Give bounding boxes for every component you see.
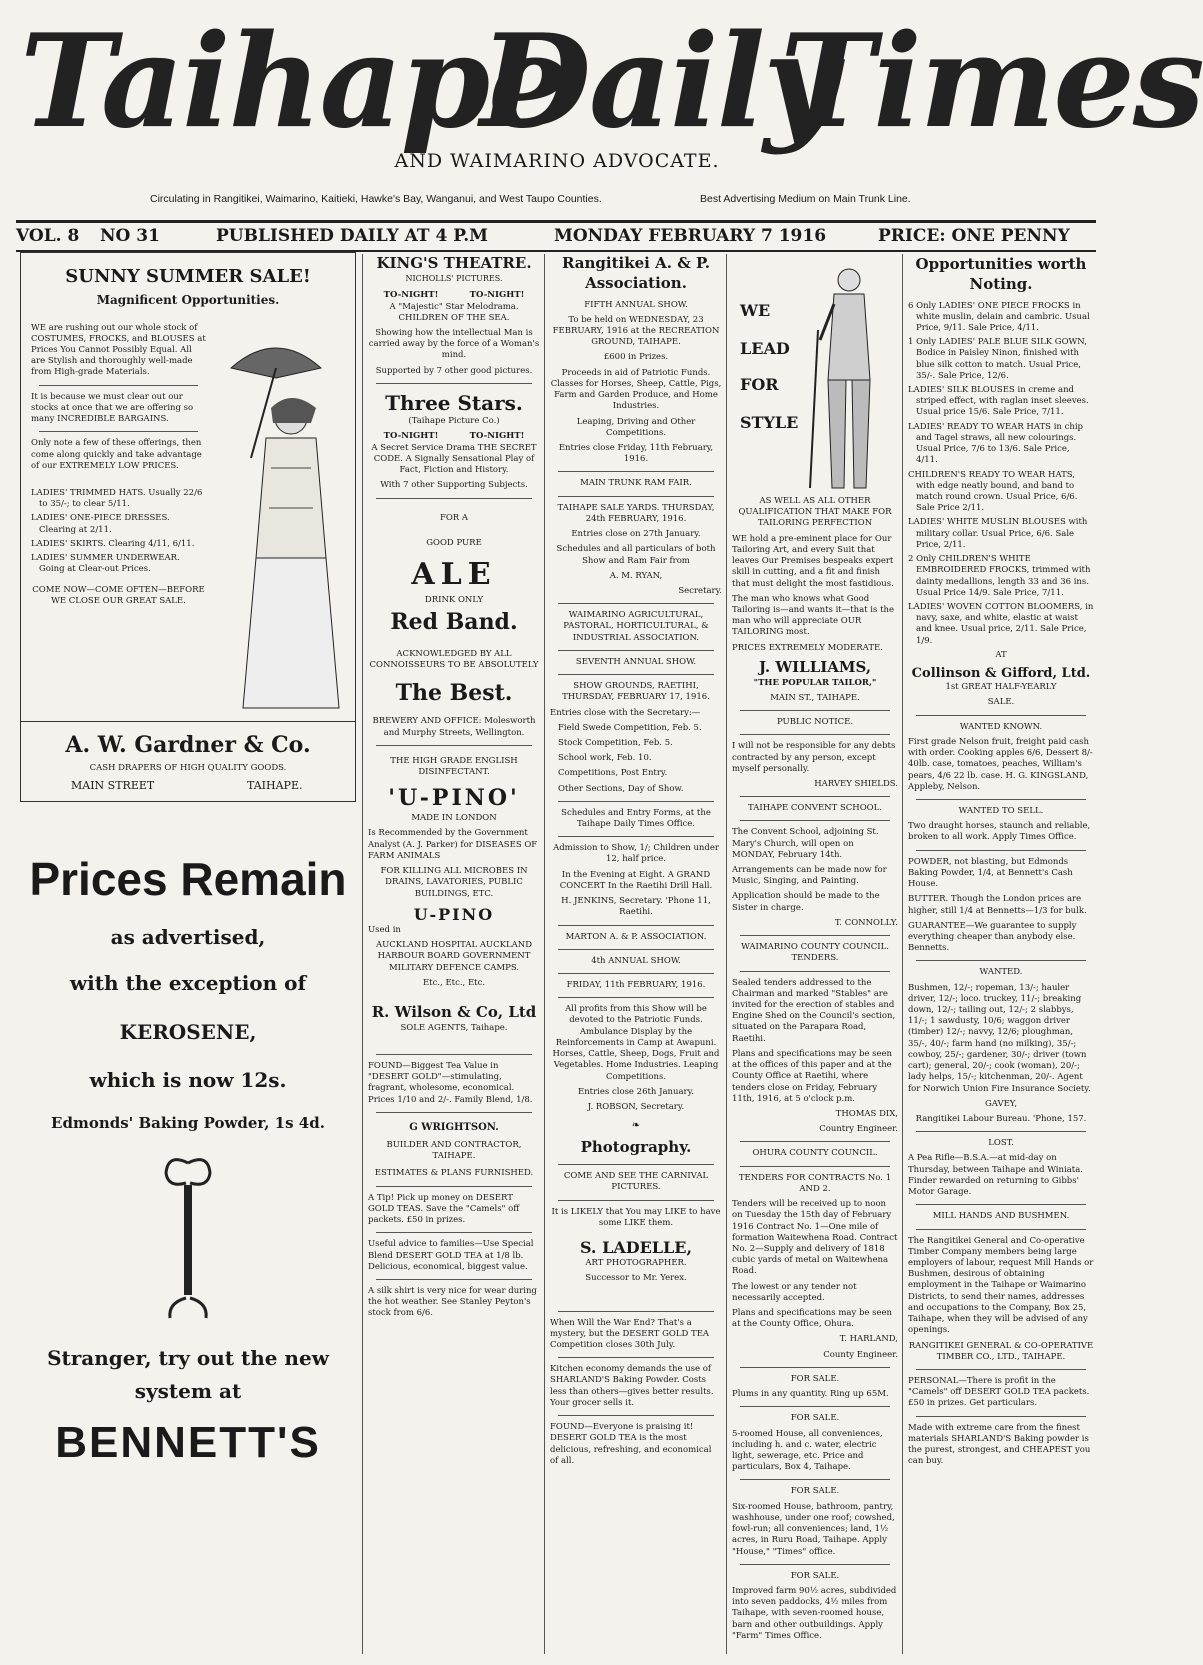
for-sale-house-6: Six-roomed House, bathroom, pantry, washhouse, under one roof; cowshed, fowl-run; all conveniences; land, 1½ acres, in Ruru Road, Taihape. Apply "House," "Times" office. bbox=[732, 1501, 895, 1557]
gardner-sale-ad bbox=[20, 252, 356, 802]
brewery-address: BREWERY AND OFFICE: Molesworth and Murphy Streets, Wellington. bbox=[372, 716, 536, 738]
waimarino-schedules: Schedules and Entry Forms, at the Taihape Daily Times Office. bbox=[561, 807, 711, 830]
wanted-heading: WANTED. bbox=[979, 967, 1023, 978]
williams-lead: LEAD bbox=[740, 339, 790, 358]
sale-para: Only note a few of these offerings, then come along quickly and take advantage of our EXTREMELY LOW PRICES. bbox=[31, 438, 202, 471]
for-sale-farm: Improved farm 90½ acres, subdivided into seven paddocks, 4½ miles from Taihape, with seven-roomed house, barn and other outbuildings. Apply "Farm" Times Office. bbox=[732, 1585, 897, 1641]
circulation-line: Circulating in Rangitikei, Waimarino, Kaitieki, Hawke's Bay, Wanganui, and West Taupo Counties. bbox=[150, 193, 602, 205]
waimarino-seventh: SEVENTH ANNUAL SHOW. bbox=[575, 656, 697, 667]
upino-auckland: AUCKLAND HOSPITAL AUCKLAND HARBOUR BOARD GOVERNMENT MILITARY DEFENCE CAMPS. bbox=[375, 940, 533, 973]
column-4 bbox=[732, 252, 898, 1646]
masthead-word-taihape: Taihape bbox=[20, 7, 568, 157]
williams-style: STYLE bbox=[740, 413, 799, 432]
red-band-heading: Red Band. bbox=[390, 608, 518, 635]
photography-carnival: COME AND SEE THE CARNIVAL PICTURES. bbox=[563, 1171, 709, 1193]
convent-application: Application should be made to the Sister in charge. bbox=[732, 891, 880, 913]
collinson-heading: Collinson & Gifford, Ltd. bbox=[911, 666, 1091, 682]
marton-entries: Entries close 26th January. bbox=[578, 1086, 694, 1097]
ale-drink-only: DRINK ONLY bbox=[424, 594, 484, 605]
waimarino-stock: Stock Competition, Feb. 5. bbox=[558, 737, 673, 748]
edmonds-line: Edmonds' Baking Powder, 1s 4d. bbox=[51, 1113, 325, 1132]
sharland-kitchen: Kitchen economy demands the use of SHARLAND'S Baking Powder. Costs less than others—gives better results. Your grocer sells it. bbox=[550, 1364, 714, 1408]
ram-fair-ryan: A. M. RYAN, bbox=[609, 570, 663, 581]
column-rule bbox=[902, 254, 903, 1654]
bennetts-line: with the exception of bbox=[69, 971, 307, 996]
kings-supported: Supported by 7 other good pictures. bbox=[375, 365, 533, 376]
nicholls-pictures: NICHOLLS' PICTURES. bbox=[405, 273, 503, 283]
desert-gold-tip: A Tip! Pick up money on DESERT GOLD TEAS. Save the "Camels" off packets. £50 in prizes. bbox=[368, 1192, 520, 1226]
convent-connolly: T. CONNOLLY. bbox=[834, 917, 898, 928]
waimarino-admission: Admission to Show, 1/; Children under 12, half price. bbox=[553, 843, 719, 865]
bennetts-ad bbox=[20, 852, 356, 1472]
sale-item: LADIES' ONE-PIECE DRESSES. Clearing at 2/11. bbox=[31, 513, 170, 535]
for-sale-house-5: 5-roomed House, all conveniences, including h. and c. water, electric light, sewerage, etc. Price and particulars, Box 4, Taihape. bbox=[732, 1428, 883, 1473]
bennetts-powder: POWDER, not blasting, but Edmonds Baking Powder, 1/4, at Bennett's Cash House. bbox=[908, 856, 1073, 890]
sale-para: WE are rushing out our whole stock of COSTUMES, FROCKS, and BLOUSES at Prices You Cannot Possibly Equal. All are Stylish and thoroughly well-made from High-grade Materials. bbox=[31, 322, 206, 378]
sale-subtitle: Magnificent Opportunities. bbox=[96, 292, 280, 307]
opportunity-item: LADIES' READY TO WEAR HATS in chip and Tagel straws, all new colourings. Usual Price, 7/6 to 13/6. Sale Price, 4/11. bbox=[908, 421, 1083, 466]
tonight-label: TO-NIGHT! bbox=[383, 290, 439, 301]
convent-arrangements: Arrangements can be made now for Music, Singing, and Painting. bbox=[732, 865, 887, 887]
tonight-label: TO-NIGHT! bbox=[383, 431, 439, 442]
upino-etc: Etc., Etc., Etc. bbox=[422, 977, 486, 988]
sale-item: LADIES' SUMMER UNDERWEAR. Going at Clear-out Prices. bbox=[31, 553, 180, 575]
williams-popular: "THE POPULAR TAILOR," bbox=[753, 677, 877, 688]
lost-pea-rifle: A Pea Rifle—B.S.A.—at mid-day on Thursday, between Taihape and Winiata. Finder rewarded on returning to Gibbs' Motor Garage. bbox=[908, 1153, 1083, 1198]
ram-fair-yards: TAIHAPE SALE YARDS. THURSDAY, 24th FEBRUARY, 1916. bbox=[557, 502, 715, 524]
for-sale-heading: FOR SALE. bbox=[790, 1486, 840, 1497]
prices-remain-heading: Prices Remain bbox=[29, 853, 347, 905]
photography-likely: It is LIKELY that You may LIKE to have some LIKE them. bbox=[551, 1206, 721, 1228]
upino-intro: THE HIGH GRADE ENGLISH DISINFECTANT. bbox=[390, 755, 518, 777]
ram-fair-entries: Entries close on 27th January. bbox=[571, 529, 701, 540]
public-notice-heading: PUBLIC NOTICE. bbox=[776, 717, 854, 728]
dateline-rule-top bbox=[16, 220, 1096, 223]
rangitikei-fifth: FIFTH ANNUAL SHOW. bbox=[584, 299, 688, 310]
waimarino-council-plans: Plans and specifications may be seen at the offices of this paper and at the County Office at Raetihi, where tenders close on Friday, February 11th, 1916, at 5 o'clock p.m. bbox=[732, 1048, 893, 1104]
the-best-heading: The Best. bbox=[395, 680, 513, 707]
masthead-subtitle: AND WAIMARINO ADVOCATE. bbox=[394, 150, 720, 172]
for-sale-heading: FOR SALE. bbox=[790, 1570, 840, 1581]
masthead-word-daily: Daily bbox=[480, 7, 836, 157]
rangitikei-held: To be held on WEDNESDAY, 23 FEBRUARY, 1916 at the RECREATION GROUND, TAIHAPE. bbox=[552, 314, 720, 348]
collinson-half-yearly: 1st GREAT HALF-YEARLY bbox=[945, 682, 1057, 693]
rangitikei-entries: Entries close Friday, 11th February, 1916. bbox=[558, 443, 714, 465]
ram-fair-heading: MAIN TRUNK RAM FAIR. bbox=[580, 478, 692, 489]
rangitikei-prizes: £600 in Prizes. bbox=[603, 352, 669, 363]
waimarino-other: Other Sections, Day of Show. bbox=[558, 783, 684, 794]
williams-for: FOR bbox=[740, 375, 779, 394]
kings-theatre-heading: KING'S THEATRE. bbox=[376, 254, 532, 272]
gardner-street: MAIN STREET bbox=[71, 779, 155, 792]
desert-gold-found-2: FOUND—Everyone is praising it! DESERT GOLD TEA is the most delicious, refreshing, and economical of all. bbox=[550, 1422, 712, 1466]
sale-para: It is because we must clear out our stocks at once that we are offering so many INCREDIBLE BARGAINS. bbox=[31, 391, 194, 425]
desert-gold-useful: Useful advice to families—Use Special Blend DESERT GOLD TEA at 1/8 lb. Delicious, economical, biggest value. bbox=[368, 1239, 534, 1272]
marton-fourth: 4th ANNUAL SHOW. bbox=[591, 955, 681, 966]
marton-friday: FRIDAY, 11th FEBRUARY, 1916. bbox=[566, 980, 706, 990]
wanted-known-nelson: First grade Nelson fruit, freight paid cash with order. Cooking apples 6/6, Dessert 8/- 40lb. case, tomatoes, peaches, William's pears, 4/6 22 lb. case. H. G. KINGSLAND, Appleby, Nelson. bbox=[908, 736, 1093, 792]
wanted-to-sell-heading: WANTED TO SELL. bbox=[958, 805, 1044, 816]
convent-heading: TAIHAPE CONVENT SCHOOL. bbox=[748, 803, 882, 814]
bennetts-line: which is now 12s. bbox=[89, 1068, 287, 1093]
mill-hands-heading: MILL HANDS AND BUSHMEN. bbox=[932, 1211, 1070, 1222]
column-rule bbox=[726, 254, 727, 1654]
lost-heading: LOST. bbox=[988, 1138, 1014, 1149]
waimarino-council-heading: WAIMARINO COUNTY COUNCIL. TENDERS. bbox=[741, 942, 889, 964]
column-rule bbox=[362, 254, 363, 1654]
waimarino-council-engineer: Country Engineer. bbox=[819, 1124, 898, 1135]
lady-with-parasol-illustration bbox=[221, 338, 351, 718]
volume: VOL. 8 bbox=[16, 226, 80, 246]
column-2 bbox=[368, 252, 540, 1324]
upino-heading: 'U-PINO' bbox=[388, 785, 520, 812]
sale-para: COME NOW—COME OFTEN—BEFORE WE CLOSE OUR GREAT SALE. bbox=[32, 584, 205, 606]
for-sale-heading: FOR SALE. bbox=[790, 1373, 840, 1384]
opportunity-item: 1 Only LADIES' PALE BLUE SILK GOWN, Bodice in Paisley Ninon, finished with blue silk cotton to match. Usual Price, 35/-. Sale Price, 12/6. bbox=[908, 337, 1087, 381]
desert-gold-war: When Will the War End? That's a mystery, but the DESERT GOLD TEA Competition closes 30th July. bbox=[550, 1317, 710, 1351]
upino-killing: FOR KILLING ALL MICROBES IN DRAINS, LAVATORIES, PUBLIC BUILDINGS, ETC. bbox=[380, 866, 528, 899]
opportunities-heading: Opportunities worth Noting. bbox=[915, 255, 1087, 294]
ohura-plans: Plans and specifications may be seen at the County Office, Ohura. bbox=[732, 1308, 893, 1330]
williams-heading: J. WILLIAMS, bbox=[758, 657, 872, 676]
waimarino-raetihi: SHOW GROUNDS, RAETIHI, THURSDAY, FEBRUARY 17, 1916. bbox=[562, 681, 710, 703]
waimarino-entries-with: Entries close with the Secretary:— bbox=[550, 707, 701, 718]
bennetts-guarantee: GUARANTEE—We guarantee to supply everything cheaper than anybody else. Bennetts. bbox=[908, 920, 1077, 954]
convent-body: The Convent School, adjoining St. Mary's Church, will open on MONDAY, February 14th. bbox=[732, 827, 879, 860]
desert-gold-found: FOUND—Biggest Tea Value in "DESERT GOLD"—stimulating, fragrant, wholesome, economical. Prices 1/10 and 2/-. Family Blend, 1/8. bbox=[368, 1060, 533, 1105]
upino-made: MADE IN LONDON bbox=[411, 813, 497, 824]
mill-hands-body: The Rangitikei General and Co-operative Timber Company members being large employers of labour, request Mill Hands or Bushmen, desirous of obtaining employment in the Taihape or Waimarino Districts, to send their names, addresses and occupations to the Company, Box 25, Taihape, when they will be advised of any openings. bbox=[908, 1235, 1094, 1336]
three-stars-heading: Three Stars. bbox=[385, 390, 523, 415]
ohura-tenders: TENDERS FOR CONTRACTS No. 1 AND 2. bbox=[738, 1172, 892, 1194]
price: PRICE: ONE PENNY bbox=[878, 226, 1070, 246]
williams-hold: WE hold a pre-eminent place for Our Tailoring Art, and every Suit that leaves Our Premises bespeaks expert skill in cutting, and a fit and finish that must delight the most fastidious. bbox=[732, 533, 894, 589]
three-stars-sub: (Taihape Picture Co.) bbox=[408, 416, 500, 427]
issue-number: NO 31 bbox=[100, 226, 160, 246]
sale-item: LADIES' SKIRTS. Clearing 4/11, 6/11. bbox=[31, 538, 195, 549]
opportunity-item: LADIES' WHITE MUSLIN BLOUSES with military collar. Usual Price, 6/6. Sale Price, 2/11. bbox=[908, 517, 1088, 550]
bennetts-name: BENNETT'S bbox=[55, 1418, 321, 1468]
ornament-icon: ❧ bbox=[631, 1120, 641, 1132]
waimarino-evening: In the Evening at Eight. A GRAND CONCERT In the Raetihi Drill Hall. bbox=[559, 869, 713, 891]
opportunity-item: LADIES' WOVEN COTTON BLOOMERS, in navy, saxe, and white, elastic at waist and knee. Usual price, 2/11. Sale Price, 1/9. bbox=[908, 601, 1094, 646]
waimarino-school: School work, Feb. 10. bbox=[558, 753, 652, 764]
williams-main-st: MAIN ST., TAIHAPE. bbox=[770, 692, 860, 703]
waimarino-association: WAIMARINO AGRICULTURAL, PASTORAL, HORTICULTURAL, & INDUSTRIAL ASSOCIATION. bbox=[563, 610, 709, 643]
ram-fair-schedules: Schedules and all particulars of both Show and Ram Fair from bbox=[556, 544, 716, 566]
wanted-bureau: Rangitikei Labour Bureau. 'Phone, 157. bbox=[915, 1114, 1087, 1124]
wrightson-heading: G WRIGHTSON. bbox=[409, 1121, 499, 1133]
column-rule bbox=[544, 254, 545, 1654]
bennetts-line: Stranger, try out the new bbox=[47, 1346, 329, 1371]
upino-recommended: Is Recommended by the Government Analyst (A. J. Parker) for DISEASES OF FARM ANIMALS bbox=[368, 828, 538, 861]
ohura-tenders-body: Tenders will be received up to noon on Tuesday the 15th day of February 1916 Contract No. 1—One mile of formation Waitewhena Road. Contract No. 2—Supply and delivery of 1818 cubic yards of metal on Waitewhena Road. bbox=[732, 1199, 898, 1277]
ladelle-art: ART PHOTOGRAPHER. bbox=[585, 1258, 687, 1269]
waimarino-field: Field Swede Competition, Feb. 5. bbox=[558, 722, 702, 733]
williams-prices: PRICES EXTREMELY MODERATE. bbox=[732, 642, 883, 653]
best-medium-line: Best Advertising Medium on Main Trunk Line. bbox=[700, 193, 911, 205]
for-sale-heading: FOR SALE. bbox=[790, 1413, 840, 1424]
wilson-agents: SOLE AGENTS, Taihape. bbox=[400, 1022, 508, 1033]
sharland-made: Made with extreme care from the finest materials SHARLAND'S Baking powder is the purest, strongest, and CHEAPEST you can buy. bbox=[908, 1422, 1091, 1467]
kings-feature: A "Majestic" Star Melodrama. CHILDREN OF THE SEA. bbox=[389, 301, 519, 323]
bennetts-line: system at bbox=[134, 1378, 242, 1403]
sale-item: LADIES' TRIMMED HATS. Usually 22/6 to 35/-; to clear 5/11. bbox=[31, 487, 203, 510]
wanted-to-sell-horses: Two draught horses, staunch and reliable, broken to all work. Apply Times Office. bbox=[908, 821, 1091, 843]
ale-heading: ALE bbox=[411, 557, 497, 593]
tonight-label: TO-NIGHT! bbox=[469, 290, 525, 301]
ohura-harland: T. HARLAND, bbox=[839, 1334, 898, 1345]
upino-heading-2: U-PINO bbox=[413, 904, 495, 924]
tonight-label: TO-NIGHT! bbox=[469, 431, 525, 442]
marton-heading: MARTON A. & P. ASSOCIATION. bbox=[565, 931, 707, 942]
upino-used-in: Used in bbox=[368, 924, 401, 935]
opportunity-item: 6 Only LADIES' ONE PIECE FROCKS in white muslin, delain and cambric. Usual Price, 9/11. Sale Price, 4/11. bbox=[908, 300, 1090, 333]
public-notice-body: I will not be responsible for any debts contracted by any person, except myself personally. bbox=[732, 741, 896, 774]
ram-fair-secretary: Secretary. bbox=[678, 585, 722, 596]
rangitikei-proceeds: Proceeds in aid of Patriotic Funds. Classes for Horses, Sheep, Cattle, Pigs, Farm and Garden Produce, and Home Industries. bbox=[550, 367, 722, 412]
williams-as-well: AS WELL AS ALL OTHER QUALIFICATION THAT MAKE FOR TAILORING PERFECTION bbox=[738, 496, 892, 529]
bennetts-line: as advertised, bbox=[110, 925, 266, 949]
wanted-bushmen: Bushmen, 12/-; ropeman, 13/-; hauler driver, 12/-; loco. truckey, 11/-; breaking down, 12/-; tailing out, 12/-; 2 slabbys, 11/-; 1 sawdusty, 10/6; waggon driver (timber) 12/-; navvy, 12/6; ploughman, 35/-, 40/-; farm hand (no milking), 35/-; cowboy, 25/-; gardener, 30/-; driver (town cart); general, 20/-; cook (woman), 20/-; lady helps, 15/-; kitchenman, 20/-. Agent for Norwich Union Fire Insurance Society. bbox=[908, 982, 1091, 1094]
for-sale-plums: Plums in any quantity. Ring up 65M. bbox=[732, 1389, 889, 1400]
photography-heading: Photography. bbox=[580, 1138, 692, 1157]
gardner-firm-name: A. W. Gardner & Co. bbox=[65, 732, 311, 758]
masthead-word-times: Times bbox=[780, 7, 1203, 157]
ale-good-pure: GOOD PURE bbox=[426, 537, 482, 548]
silk-shirt-notice: A silk shirt is very nice for wear during the hot weather. See Stanley Peyton's stock from 6/6. bbox=[368, 1286, 537, 1319]
public-notice-shields: HARVEY SHIELDS. bbox=[814, 778, 898, 789]
personal-notice: PERSONAL—There is profit in the "Camels" off DESERT GOLD TEA packets. £50 in prizes. Get particulars. bbox=[908, 1375, 1090, 1409]
rangitikei-heading: Rangitikei A. & P. Association. bbox=[562, 254, 710, 292]
rangitikei-leaping: Leaping, Driving and Other Competitions. bbox=[576, 416, 696, 438]
ladelle-heading: S. LADELLE, bbox=[579, 1238, 693, 1258]
gardner-firm-sub: CASH DRAPERS OF HIGH QUALITY GOODS. bbox=[89, 763, 287, 773]
williams-tailor-ad bbox=[732, 252, 898, 496]
tailored-gentleman-illustration bbox=[804, 260, 894, 492]
column-3 bbox=[550, 252, 722, 1471]
waimarino-council-dix: THOMAS DIX, bbox=[835, 1108, 898, 1119]
ohura-lowest: The lowest or any tender not necessarily accepted. bbox=[732, 1281, 857, 1303]
sale-title: SUNNY SUMMER SALE! bbox=[65, 266, 311, 287]
dateline bbox=[16, 226, 1096, 248]
waimarino-council-sealed: Sealed tenders addressed to the Chairman and marked "Stables" are invited for the erection of stables and Engine Shed on the Council's section, situated on the Parapara Road, Raetihi. bbox=[732, 977, 896, 1044]
ale-for-a: FOR A bbox=[439, 512, 469, 523]
williams-we: WE bbox=[740, 301, 771, 320]
kings-desc: Showing how the intellectual Man is carried away by the force of a Woman's mind. bbox=[368, 328, 540, 361]
ohura-heading: OHURA COUNTY COUNCIL. bbox=[752, 1148, 878, 1159]
column-1 bbox=[20, 252, 356, 1472]
waimarino-competitions: Competitions, Post Entry. bbox=[558, 768, 668, 779]
wanted-gavey: GAVEY, bbox=[984, 1098, 1018, 1109]
opportunity-item: 2 Only CHILDREN'S WHITE EMBROIDERED FROCKS, trimmed with dainty medallions, length 33 and 36 ins. Usual Price 14/9. Sale Price, 7/11. bbox=[908, 554, 1091, 598]
opportunity-item: LADIES' SILK BLOUSES in creme and striped effect, with raglan inset sleeves. Usual price 15/6. Sale Price, 7/11. bbox=[908, 385, 1089, 418]
wanted-known-heading: WANTED KNOWN. bbox=[959, 721, 1043, 732]
three-stars-with: With 7 other Supporting Subjects. bbox=[380, 480, 528, 491]
ohura-engineer: County Engineer. bbox=[823, 1349, 898, 1360]
waimarino-jenkins: H. JENKINS, Secretary. 'Phone 11, Raetihi. bbox=[561, 896, 711, 918]
wrightson-estimates: ESTIMATES & PLANS FURNISHED. bbox=[374, 1168, 534, 1179]
kerosene-line: KEROSENE, bbox=[119, 1019, 257, 1044]
ale-acknowledged: ACKNOWLEDGED BY ALL CONNOISSEURS TO BE ABSOLUTELY bbox=[369, 648, 539, 671]
masthead bbox=[20, 7, 1203, 168]
marton-profits: All profits from this Show will be devoted to the Patriotic Funds. Ambulance Display by the Reinforcements in Camp at Awapuni. Horses, Cattle, Sheep, Dogs, Fruit and Vegetables. Home Industries. Leaping Competitions. bbox=[552, 1004, 720, 1082]
column-5 bbox=[908, 252, 1094, 1471]
issue-date: MONDAY FEBRUARY 7 1916 bbox=[554, 226, 827, 246]
gardner-town: TAIHAPE. bbox=[247, 779, 303, 792]
williams-man: The man who knows what Good Tailoring is—and wants it—that is the man who will appreciate OUR TAILORING most. bbox=[732, 593, 895, 638]
ladelle-successor: Successor to Mr. Yerex. bbox=[585, 1273, 687, 1284]
wilson-heading: R. Wilson & Co, Ltd bbox=[371, 1002, 537, 1021]
wrightson-builder: BUILDER AND CONTRACTOR, TAIHAPE. bbox=[386, 1140, 522, 1162]
opportunity-item: CHILDREN'S READY TO WEAR HATS, with edge neatly bound, and band to match round crown. Usual Price, 6/6. Sale Price 2/11. bbox=[908, 469, 1078, 514]
marton-robson: J. ROBSON, Secretary. bbox=[587, 1101, 685, 1112]
published-info: PUBLISHED DAILY AT 4 P.M bbox=[216, 226, 488, 246]
collinson-sale: SALE. bbox=[987, 697, 1015, 708]
opportunities-at: AT bbox=[995, 649, 1007, 660]
three-stars-feature: A Secret Service Drama THE SECRET CODE. A Signally Sensational Play of Fact, Fiction and History. bbox=[371, 442, 537, 476]
bennetts-butter: BUTTER. Though the London prices are higher, still 1/4 at Bennetts—1/3 for bulk. bbox=[908, 894, 1087, 916]
ornament-icon bbox=[158, 1153, 218, 1323]
timber-coop: RANGITIKEI GENERAL & CO-OPERATIVE TIMBER CO., LTD., TAIHAPE. bbox=[908, 1340, 1094, 1362]
